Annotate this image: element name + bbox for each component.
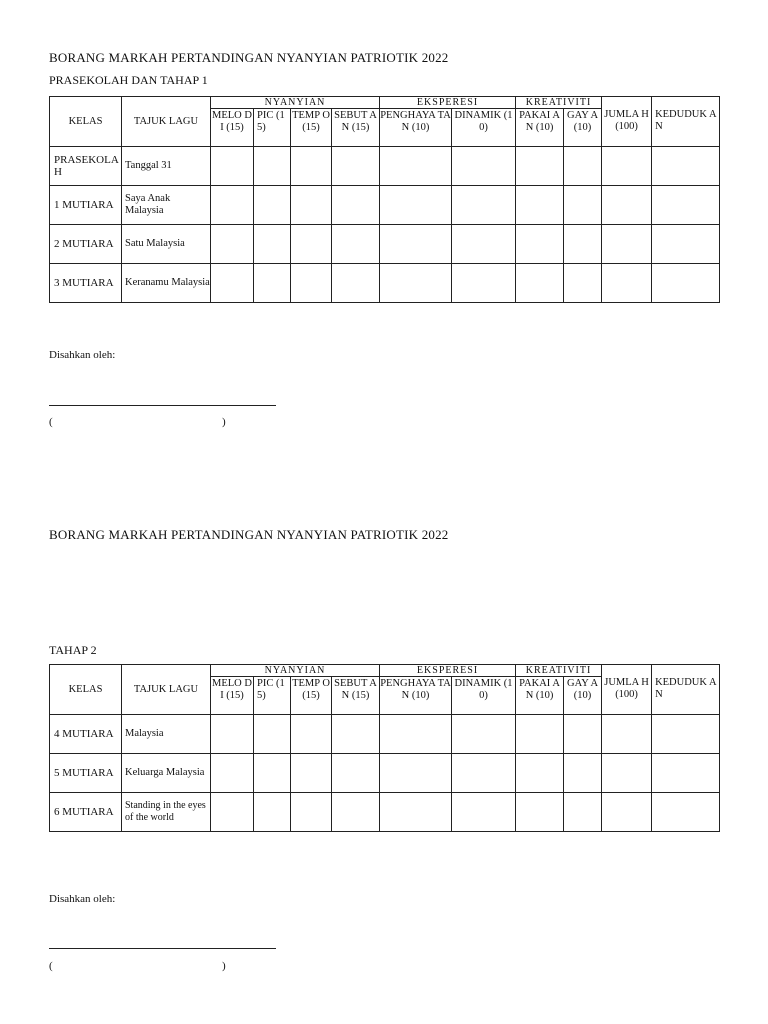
row-kelas: 3 MUTIARA <box>50 264 122 303</box>
header-tempo: TEMP O (15) <box>291 109 332 147</box>
header-group-kreativiti: KREATIVITI <box>516 665 602 677</box>
score-cell[interactable] <box>516 225 564 264</box>
score-cell[interactable] <box>291 186 332 225</box>
header-melodi: MELO DI (15) <box>211 109 254 147</box>
row-kelas: 4 MUTIARA <box>50 715 122 754</box>
score-cell[interactable] <box>602 186 652 225</box>
score-cell[interactable] <box>254 793 291 832</box>
score-cell[interactable] <box>602 715 652 754</box>
score-cell[interactable] <box>291 147 332 186</box>
score-cell[interactable] <box>564 186 602 225</box>
header-pic: PIC (15) <box>254 677 291 715</box>
header-pakaian: PAKAI AN (10) <box>516 677 564 715</box>
row-kelas: PRASEKOLAH <box>50 147 122 186</box>
header-tempo: TEMP O (15) <box>291 677 332 715</box>
score-cell[interactable] <box>332 147 380 186</box>
score-cell[interactable] <box>291 715 332 754</box>
score-cell[interactable] <box>254 264 291 303</box>
row-kelas: 5 MUTIARA <box>50 754 122 793</box>
header-pic: PIC (15) <box>254 109 291 147</box>
score-cell[interactable] <box>380 715 452 754</box>
header-penghayatan: PENGHAYA TAN (10) <box>380 109 452 147</box>
score-cell[interactable] <box>516 754 564 793</box>
score-cell[interactable] <box>602 793 652 832</box>
score-cell[interactable] <box>452 225 516 264</box>
table-row <box>50 147 720 186</box>
score-cell[interactable] <box>291 225 332 264</box>
header-dinamik: DINAMIK (10) <box>452 677 516 715</box>
score-cell[interactable] <box>452 264 516 303</box>
header-kelas: KELAS <box>50 665 122 715</box>
score-cell[interactable] <box>211 186 254 225</box>
score-cell[interactable] <box>380 186 452 225</box>
score-cell[interactable] <box>452 715 516 754</box>
header-jumlah: JUMLA H (100) <box>602 97 652 147</box>
score-cell[interactable] <box>652 264 720 303</box>
score-cell[interactable] <box>332 264 380 303</box>
form2-paren-open: ( <box>49 960 53 972</box>
score-cell[interactable] <box>332 186 380 225</box>
form1-signature-line[interactable] <box>49 405 276 406</box>
form1-paren-open: ( <box>49 416 53 428</box>
header-tajuk-lagu: TAJUK LAGU <box>122 97 211 147</box>
header-kedudukan: KEDUDUK AN <box>652 665 720 715</box>
score-cell[interactable] <box>332 754 380 793</box>
score-cell[interactable] <box>380 793 452 832</box>
header-group-kreativiti: KREATIVITI <box>516 97 602 109</box>
table-row <box>50 264 720 303</box>
score-cell[interactable] <box>652 754 720 793</box>
score-cell[interactable] <box>516 715 564 754</box>
table-row <box>50 225 720 264</box>
header-gaya: GAY A (10) <box>564 677 602 715</box>
row-tajuk-lagu: Malaysia <box>122 715 211 754</box>
score-cell[interactable] <box>254 186 291 225</box>
score-cell[interactable] <box>332 793 380 832</box>
row-tajuk-lagu: Standing in the eyes of the world <box>122 793 211 832</box>
row-tajuk-lagu: Saya Anak Malaysia <box>122 186 211 225</box>
row-tajuk-lagu: Satu Malaysia <box>122 225 211 264</box>
score-cell[interactable] <box>211 793 254 832</box>
score-cell[interactable] <box>380 225 452 264</box>
form1-signature-label: Disahkan oleh: <box>49 349 116 361</box>
score-cell[interactable] <box>564 147 602 186</box>
score-cell[interactable] <box>380 147 452 186</box>
score-cell[interactable] <box>452 186 516 225</box>
form2-signature-label: Disahkan oleh: <box>49 893 116 905</box>
score-cell[interactable] <box>452 147 516 186</box>
header-penghayatan: PENGHAYA TAN (10) <box>380 677 452 715</box>
row-kelas: 1 MUTIARA <box>50 186 122 225</box>
score-cell[interactable] <box>211 147 254 186</box>
row-tajuk-lagu: Tanggal 31 <box>122 147 211 186</box>
score-cell[interactable] <box>211 264 254 303</box>
row-kelas: 2 MUTIARA <box>50 225 122 264</box>
score-cell[interactable] <box>602 754 652 793</box>
form1-paren-close: ) <box>222 416 226 428</box>
score-cell[interactable] <box>602 264 652 303</box>
score-cell[interactable] <box>652 147 720 186</box>
score-cell[interactable] <box>254 147 291 186</box>
score-cell[interactable] <box>291 754 332 793</box>
score-cell[interactable] <box>452 754 516 793</box>
score-cell[interactable] <box>254 754 291 793</box>
score-cell[interactable] <box>516 264 564 303</box>
form2-signature-line[interactable] <box>49 948 276 949</box>
table-row <box>50 186 720 225</box>
score-cell[interactable] <box>564 225 602 264</box>
form2-title: BORANG MARKAH PERTANDINGAN NYANYIAN PATRIOTIK 2022 <box>49 527 449 542</box>
score-cell[interactable] <box>564 264 602 303</box>
form2-subtitle: TAHAP 2 <box>49 643 97 657</box>
header-group-eksperesi: EKSPERESI <box>380 665 516 677</box>
score-cell[interactable] <box>652 186 720 225</box>
header-dinamik: DINAMIK (10) <box>452 109 516 147</box>
header-pakaian: PAKAI AN (10) <box>516 109 564 147</box>
score-cell[interactable] <box>452 793 516 832</box>
score-cell[interactable] <box>291 264 332 303</box>
header-group-eksperesi: EKSPERESI <box>380 97 516 109</box>
header-sebutan: SEBUT AN (15) <box>332 677 380 715</box>
form2-score-table <box>49 664 720 832</box>
header-kelas: KELAS <box>50 97 122 147</box>
header-sebutan: SEBUT AN (15) <box>332 109 380 147</box>
score-cell[interactable] <box>652 793 720 832</box>
score-cell[interactable] <box>564 715 602 754</box>
score-cell[interactable] <box>380 754 452 793</box>
score-cell[interactable] <box>332 225 380 264</box>
form1-score-table <box>49 96 720 303</box>
score-cell[interactable] <box>380 264 452 303</box>
row-tajuk-lagu: Keluarga Malaysia <box>122 754 211 793</box>
score-cell[interactable] <box>516 793 564 832</box>
score-cell[interactable] <box>291 793 332 832</box>
score-cell[interactable] <box>516 147 564 186</box>
header-melodi: MELO DI (15) <box>211 677 254 715</box>
table-row <box>50 754 720 793</box>
form1-subtitle: PRASEKOLAH DAN TAHAP 1 <box>49 73 208 87</box>
header-kedudukan: KEDUDUK AN <box>652 97 720 147</box>
score-cell[interactable] <box>254 225 291 264</box>
header-tajuk-lagu: TAJUK LAGU <box>122 665 211 715</box>
score-cell[interactable] <box>516 186 564 225</box>
score-cell[interactable] <box>652 225 720 264</box>
table-row <box>50 715 720 754</box>
table-row <box>50 793 720 832</box>
row-tajuk-lagu: Keranamu Malaysia <box>122 264 211 303</box>
score-cell[interactable] <box>254 715 291 754</box>
score-cell[interactable] <box>564 793 602 832</box>
score-cell[interactable] <box>602 147 652 186</box>
score-cell[interactable] <box>211 225 254 264</box>
header-gaya: GAY A (10) <box>564 109 602 147</box>
score-cell[interactable] <box>211 715 254 754</box>
form2-paren-close: ) <box>222 960 226 972</box>
row-kelas: 6 MUTIARA <box>50 793 122 832</box>
score-cell[interactable] <box>652 715 720 754</box>
score-cell[interactable] <box>564 754 602 793</box>
score-cell[interactable] <box>602 225 652 264</box>
header-jumlah: JUMLA H (100) <box>602 665 652 715</box>
score-cell[interactable] <box>332 715 380 754</box>
form1-title: BORANG MARKAH PERTANDINGAN NYANYIAN PATRIOTIK 2022 <box>49 50 449 65</box>
header-group-nyanyian: NYANYIAN <box>211 97 380 109</box>
score-cell[interactable] <box>211 754 254 793</box>
header-group-nyanyian: NYANYIAN <box>211 665 380 677</box>
